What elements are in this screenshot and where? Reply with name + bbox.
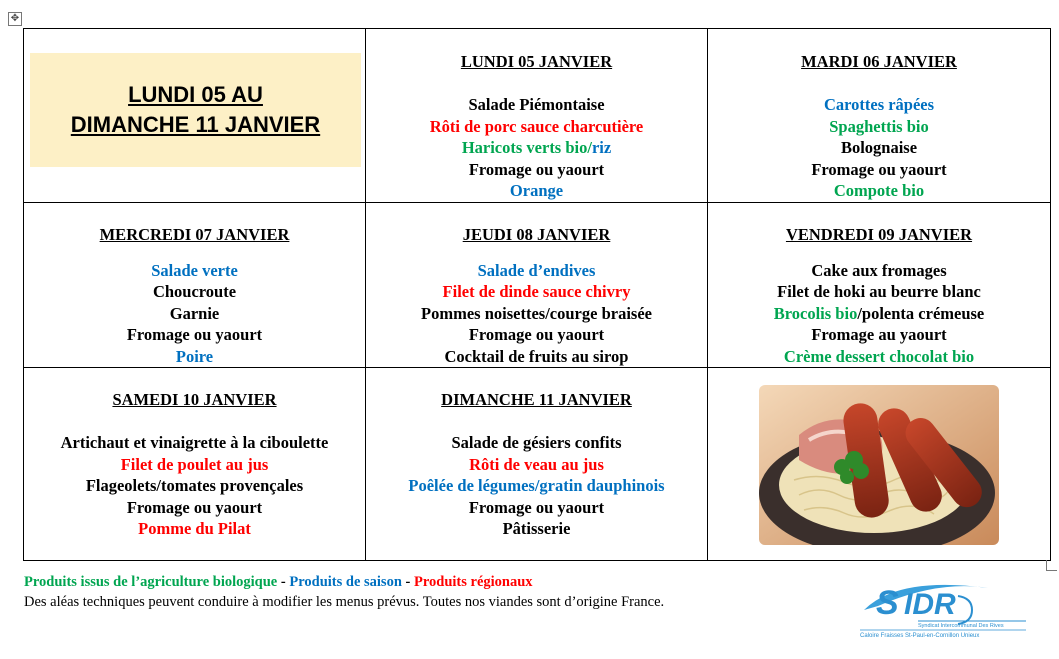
legend-saison: Produits de saison xyxy=(289,574,402,590)
menu-dish xyxy=(708,116,1050,138)
table-row xyxy=(24,368,1051,561)
dish-label: Pommes noisettes/courge braisée xyxy=(421,303,652,323)
dish-label-extra: riz xyxy=(591,138,612,157)
day-title: LUNDI 05 JANVIER xyxy=(460,52,613,71)
table-move-handle-icon[interactable]: ✥ xyxy=(8,12,22,26)
menu-dish xyxy=(366,116,707,138)
dish-label: Poêlée de légumes/gratin dauphinois xyxy=(408,476,665,495)
menu-dish xyxy=(24,497,365,519)
menu-dish xyxy=(24,303,365,325)
menu-dish xyxy=(366,454,707,476)
dish-label: Compote bio xyxy=(833,181,925,200)
dish-label: Cake aux fromages xyxy=(811,260,947,280)
menu-dish xyxy=(24,281,365,303)
menu-dish xyxy=(24,260,365,282)
menu-dish xyxy=(366,346,707,368)
menu-dish xyxy=(708,281,1050,303)
dish-label: Haricots verts bio/ xyxy=(461,138,592,157)
dish-label: Filet de hoki au beurre blanc xyxy=(777,282,981,301)
dish-label: Salade verte xyxy=(151,260,238,280)
menu-dish xyxy=(708,159,1050,181)
day-cell-mardi xyxy=(708,29,1051,203)
dish-label: Carottes râpées xyxy=(823,95,935,114)
sidr-logo xyxy=(858,580,1030,640)
dish-label: Artichaut et vinaigrette à la ciboulette xyxy=(60,433,329,452)
menu-dish xyxy=(366,137,707,159)
dish-label: Poire xyxy=(175,346,214,366)
legend-regionaux: Produits régionaux xyxy=(413,574,533,590)
day-cell-vendredi xyxy=(708,202,1051,368)
menu-dish xyxy=(366,475,707,497)
dish-label: Pomme du Pilat xyxy=(138,519,251,538)
week-range-line2: DIMANCHE 11 JANVIER xyxy=(70,112,321,137)
menu-dish xyxy=(708,180,1050,202)
menu-dish xyxy=(708,94,1050,116)
svg-text:IDR: IDR xyxy=(904,588,956,621)
legend-separator: - xyxy=(277,574,290,590)
dish-label: Spaghettis bio xyxy=(829,116,929,136)
dish-label: Crème dessert chocolat bio xyxy=(783,346,975,366)
dish-label: Fromage ou yaourt xyxy=(468,159,605,179)
menu-dish xyxy=(708,303,1050,325)
day-cell-samedi xyxy=(24,368,366,561)
dish-label: Filet de poulet au jus xyxy=(120,454,269,474)
dish-label: Salade de gésiers confits xyxy=(451,433,622,452)
dish-label: Pâtisserie xyxy=(502,519,571,538)
menu-dish xyxy=(366,303,707,325)
menu-dish xyxy=(366,180,707,202)
dish-label: Orange xyxy=(509,181,564,200)
svg-text:Syndicat Intercommunal Des Riv: Syndicat Intercommunal Des Rives xyxy=(918,623,1004,629)
menu-dish xyxy=(24,454,365,476)
day-cell-dimanche xyxy=(366,368,708,561)
menu-dish xyxy=(24,518,365,540)
dish-label: Salade Piémontaise xyxy=(468,95,605,114)
table-row xyxy=(24,202,1051,368)
dish-label: Fromage ou yaourt xyxy=(468,497,605,517)
menu-dish xyxy=(708,260,1050,282)
day-title: VENDREDI 09 JANVIER xyxy=(785,224,973,244)
week-range-line1: LUNDI 05 AU xyxy=(128,82,263,107)
menu-dish xyxy=(708,346,1050,368)
dish-label: Fromage au yaourt xyxy=(811,325,947,344)
menu-dish xyxy=(24,346,365,368)
menu-dish xyxy=(24,432,365,454)
svg-text:S: S xyxy=(876,584,899,622)
dish-label: Rôti de porc sauce charcutière xyxy=(429,116,644,136)
menu-dish xyxy=(366,324,707,346)
day-title: SAMEDI 10 JANVIER xyxy=(112,390,277,409)
week-range-banner xyxy=(30,53,361,167)
weekly-menu-table xyxy=(23,28,1051,561)
dish-label: Rôti de veau au jus xyxy=(469,454,604,474)
menu-dish xyxy=(708,137,1050,159)
table-resize-handle-icon[interactable] xyxy=(1046,560,1057,571)
menu-dish xyxy=(366,94,707,116)
menu-dish xyxy=(708,324,1050,346)
dish-label: Garnie xyxy=(169,303,220,323)
week-cell xyxy=(24,29,366,203)
dish-label: Salade d’endives xyxy=(477,260,596,280)
dish-label: Choucroute xyxy=(152,282,237,301)
dish-label: Filet de dinde sauce chivry xyxy=(442,282,631,301)
disclaimer-note: Des aléas techniques peuvent conduire à modifier les menus prévus. Toutes nos viandes sont d’origine France. xyxy=(24,594,665,610)
dish-label: Bolognaise xyxy=(840,138,918,157)
dish-label: Fromage ou yaourt xyxy=(468,325,605,344)
color-legend xyxy=(24,573,533,591)
svg-text:Caloire Fraisses St-Paul-en-Co: Caloire Fraisses St-Paul-en-Cornillon Unieux xyxy=(860,633,980,639)
day-cell-jeudi xyxy=(366,202,708,368)
day-title: DIMANCHE 11 JANVIER xyxy=(441,390,632,409)
menu-dish xyxy=(366,518,707,540)
day-title: JEUDI 08 JANVIER xyxy=(462,224,611,244)
dish-label: Flageolets/tomates provençales xyxy=(85,476,304,495)
dish-label: Brocolis bio xyxy=(773,303,858,323)
menu-dish xyxy=(24,324,365,346)
menu-dish xyxy=(366,281,707,303)
menu-dish xyxy=(366,260,707,282)
menu-dish xyxy=(366,159,707,181)
dish-label: Fromage ou yaourt xyxy=(126,325,263,344)
dish-label: Cocktail de fruits au sirop xyxy=(444,346,629,366)
dish-label: Fromage ou yaourt xyxy=(126,497,263,517)
day-cell-mercredi xyxy=(24,202,366,368)
day-title: MARDI 06 JANVIER xyxy=(801,52,957,71)
dish-label-extra: /polenta crémeuse xyxy=(857,303,985,323)
legend-bio: Produits issus de l’agriculture biologique xyxy=(24,574,278,590)
legend-separator: - xyxy=(401,574,414,590)
table-row xyxy=(24,29,1051,203)
sausage-choucroute-photo xyxy=(759,385,999,545)
menu-dish xyxy=(24,475,365,497)
menu-dish xyxy=(366,497,707,519)
day-cell-lundi xyxy=(366,29,708,203)
photo-cell xyxy=(708,368,1051,561)
menu-dish xyxy=(366,432,707,454)
day-title: MERCREDI 07 JANVIER xyxy=(99,224,290,244)
dish-label: Fromage ou yaourt xyxy=(811,159,947,179)
